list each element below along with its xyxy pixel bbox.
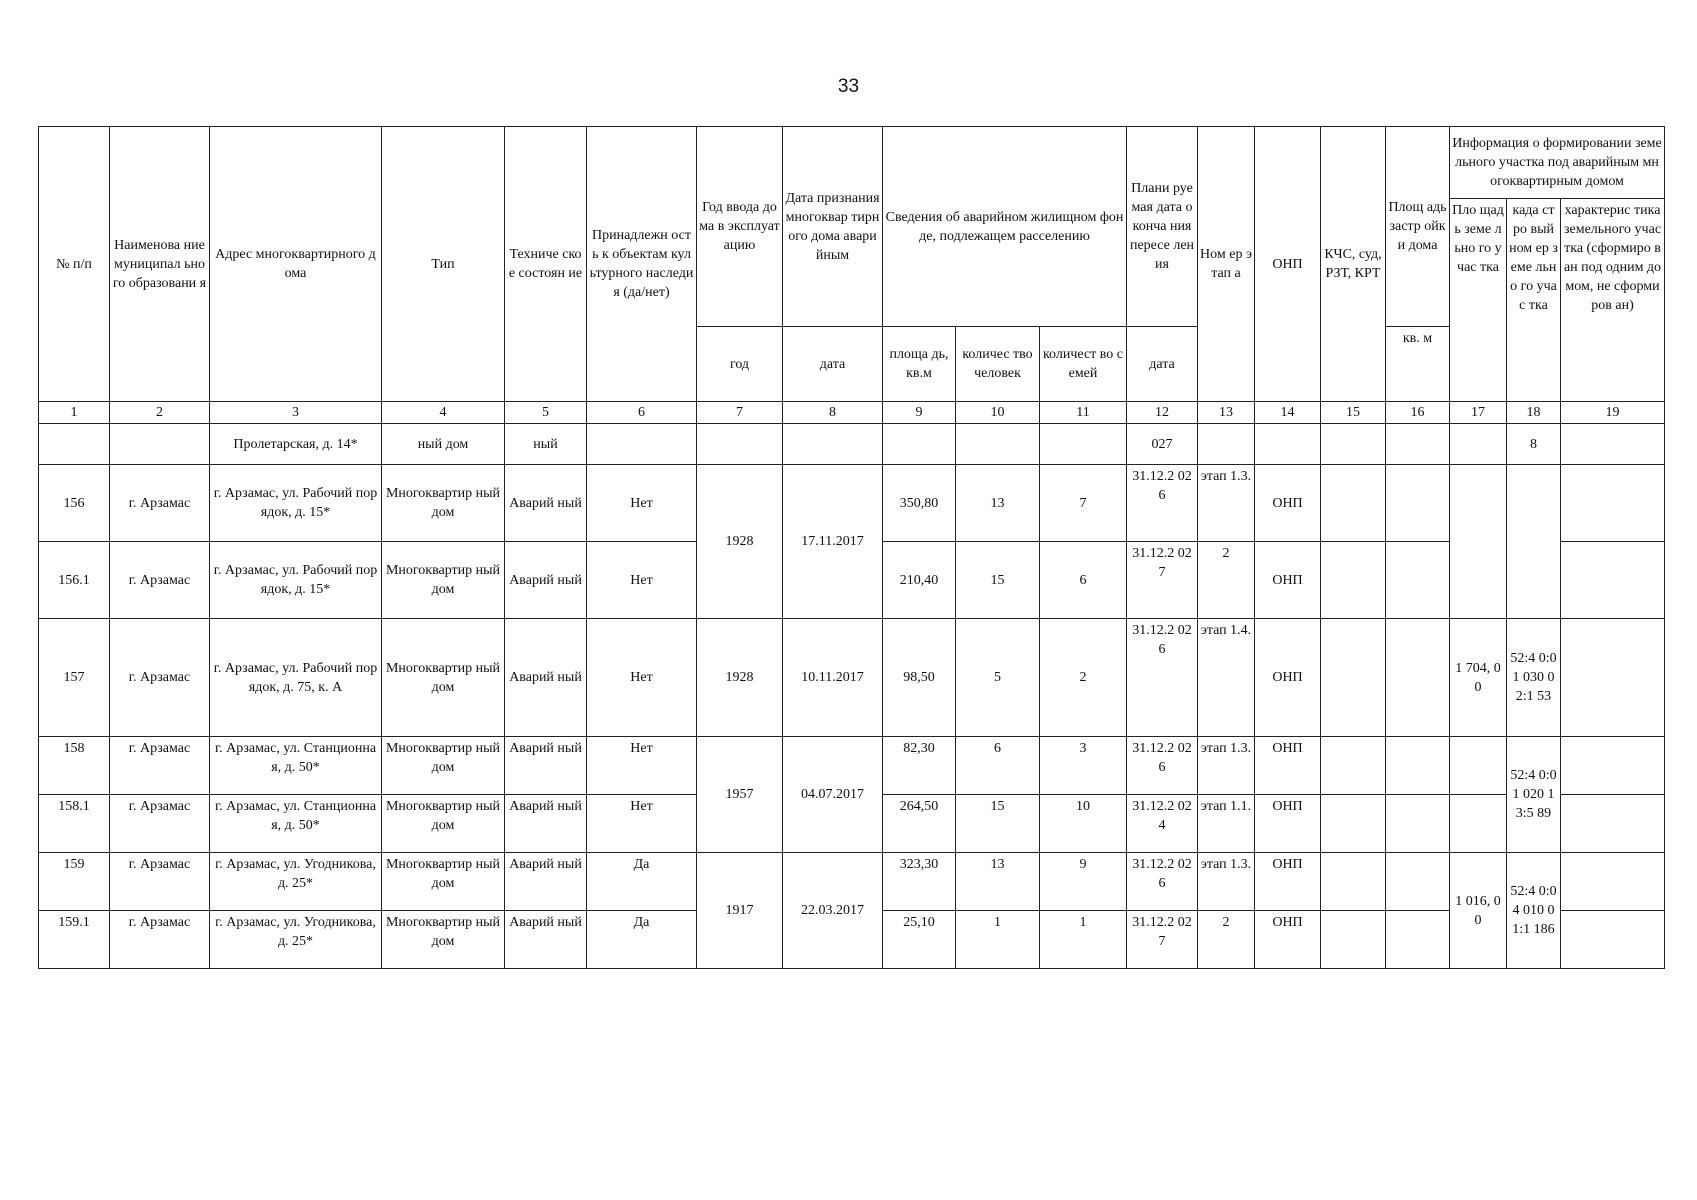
header-municipality: Наименова ние муниципал ьного образовани я — [110, 127, 210, 402]
cell-address: г. Арзамас, ул. Рабочий порядок, д. 15* — [210, 465, 382, 542]
header-onp: ОНП — [1255, 127, 1321, 402]
subheader-planned-date: дата — [1127, 327, 1198, 402]
cell-address: Пролетарская, д. 14* — [210, 424, 382, 465]
cell-area: 82,30 — [883, 737, 956, 795]
cell-cadastral: 52:4 0:04 010 01:1 186 — [1507, 853, 1561, 969]
header-building-area: Площ адь застр ойки дома — [1386, 127, 1450, 327]
cell-num: 156 — [39, 465, 110, 542]
cell-planned-date: 31.12.2 027 — [1127, 542, 1198, 619]
cell-num — [39, 424, 110, 465]
col-number: 4 — [382, 402, 505, 424]
header-cadastral-number: када стро вый ном ер земе льно го учас тка — [1507, 199, 1561, 402]
cell-address: г. Арзамас, ул. Станционная, д. 50* — [210, 737, 382, 795]
cell-kchs — [1321, 542, 1386, 619]
cell-type: Многоквартир ный дом — [382, 737, 505, 795]
cell-building-area — [1386, 465, 1450, 542]
cell-characteristics — [1561, 542, 1665, 619]
cell-onp — [1255, 424, 1321, 465]
col-number: 5 — [505, 402, 587, 424]
cell-people: 13 — [956, 465, 1040, 542]
header-num: № п/п — [39, 127, 110, 402]
header-address: Адрес многоквартирного дома — [210, 127, 382, 402]
cell-type: ный дом — [382, 424, 505, 465]
cell-year: 1928 — [697, 619, 783, 737]
header-kchs: КЧС, суд, РЗТ, КРТ — [1321, 127, 1386, 402]
cell-families: 3 — [1040, 737, 1127, 795]
cell-planned-date: 31.12.2 027 — [1127, 911, 1198, 969]
cell-area: 25,10 — [883, 911, 956, 969]
cell-families — [1040, 424, 1127, 465]
cell-building-area — [1386, 619, 1450, 737]
cell-stage — [1198, 424, 1255, 465]
cell-num: 158.1 — [39, 795, 110, 853]
cell-cadastral: 52:4 0:01 020 13:5 89 — [1507, 737, 1561, 853]
cell-state: Аварий ный — [505, 853, 587, 911]
cell-building-area — [1386, 795, 1450, 853]
cell-families: 2 — [1040, 619, 1127, 737]
cell-onp: ОНП — [1255, 911, 1321, 969]
cell-families: 1 — [1040, 911, 1127, 969]
cell-municipality: г. Арзамас — [110, 465, 210, 542]
header-type: Тип — [382, 127, 505, 402]
cell-year: 1928 — [697, 465, 783, 619]
cell-families: 10 — [1040, 795, 1127, 853]
col-number: 7 — [697, 402, 783, 424]
cell-culture: Нет — [587, 465, 697, 542]
cell-onp: ОНП — [1255, 737, 1321, 795]
cell-area: 98,50 — [883, 619, 956, 737]
page-number: 33 — [837, 76, 860, 97]
cell-municipality: г. Арзамас — [110, 737, 210, 795]
header-year-commissioned: Год ввода дома в эксплуат ацию — [697, 127, 783, 327]
col-number: 12 — [1127, 402, 1198, 424]
cell-area: 323,30 — [883, 853, 956, 911]
cell-area — [883, 424, 956, 465]
cell-stage: этап 1.4. — [1198, 619, 1255, 737]
col-number: 2 — [110, 402, 210, 424]
header-stage: Ном ер этап а — [1198, 127, 1255, 402]
cell-onp: ОНП — [1255, 619, 1321, 737]
cell-year — [697, 424, 783, 465]
cell-stage: 2 — [1198, 542, 1255, 619]
cell-kchs — [1321, 795, 1386, 853]
cell-year: 1917 — [697, 853, 783, 969]
cell-recognition-date: 10.11.2017 — [783, 619, 883, 737]
header-land-plot-info: Информация о формировании земельного участка под аварийным многоквартирным домом — [1450, 127, 1665, 199]
header-recognition-date: Дата признания многоквар тирного дома аварийным — [783, 127, 883, 327]
cell-state: Аварий ный — [505, 795, 587, 853]
cell-people: 15 — [956, 795, 1040, 853]
col-number: 8 — [783, 402, 883, 424]
cell-culture: Да — [587, 911, 697, 969]
cell-onp: ОНП — [1255, 542, 1321, 619]
cell-municipality: г. Арзамас — [110, 619, 210, 737]
cell-address: г. Арзамас, ул. Угодникова, д. 25* — [210, 853, 382, 911]
cell-building-area — [1386, 737, 1450, 795]
header-emergency-fund: Сведения об аварийном жилищном фонде, подлежащем расселению — [883, 127, 1127, 327]
cell-onp: ОНП — [1255, 853, 1321, 911]
cell-culture — [587, 424, 697, 465]
cell-plot-area — [1450, 737, 1507, 795]
cell-state: ный — [505, 424, 587, 465]
col-number: 9 — [883, 402, 956, 424]
cell-cadastral: 8 — [1507, 424, 1561, 465]
cell-state: Аварий ный — [505, 619, 587, 737]
cell-num: 159.1 — [39, 911, 110, 969]
cell-onp: ОНП — [1255, 465, 1321, 542]
cell-people — [956, 424, 1040, 465]
cell-building-area — [1386, 911, 1450, 969]
cell-plot-area — [1450, 795, 1507, 853]
cell-kchs — [1321, 737, 1386, 795]
cell-recognition-date — [783, 424, 883, 465]
cell-state: Аварий ный — [505, 911, 587, 969]
header-plot-characteristics: характерис тика земельного участка (сформиро ван под одним домом, не сформиров ан) — [1561, 199, 1665, 402]
cell-stage: 2 — [1198, 911, 1255, 969]
cell-culture: Нет — [587, 795, 697, 853]
cell-people: 1 — [956, 911, 1040, 969]
cell-families: 6 — [1040, 542, 1127, 619]
cell-plot-area: 1 704, 00 — [1450, 619, 1507, 737]
cell-characteristics — [1561, 795, 1665, 853]
col-number: 1 — [39, 402, 110, 424]
cell-plot-area — [1450, 465, 1507, 619]
cell-state: Аварий ный — [505, 465, 587, 542]
cell-cadastral: 52:4 0:01 030 02:1 53 — [1507, 619, 1561, 737]
col-number: 19 — [1561, 402, 1665, 424]
cell-building-area — [1386, 542, 1450, 619]
cell-kchs — [1321, 424, 1386, 465]
cell-planned-date: 31.12.2 026 — [1127, 853, 1198, 911]
cell-building-area — [1386, 424, 1450, 465]
cell-stage: этап 1.1. — [1198, 795, 1255, 853]
cell-area: 350,80 — [883, 465, 956, 542]
cell-characteristics — [1561, 853, 1665, 911]
cell-municipality: г. Арзамас — [110, 911, 210, 969]
table-row — [39, 619, 1665, 737]
cell-cadastral — [1507, 465, 1561, 619]
cell-kchs — [1321, 853, 1386, 911]
cell-characteristics — [1561, 465, 1665, 542]
cell-culture: Нет — [587, 737, 697, 795]
subheader-year: год — [697, 327, 783, 402]
table-row — [39, 465, 1665, 542]
subheader-people: количес тво человек — [956, 327, 1040, 402]
cell-onp: ОНП — [1255, 795, 1321, 853]
cell-culture: Да — [587, 853, 697, 911]
cell-area: 264,50 — [883, 795, 956, 853]
emergency-housing-table — [38, 126, 1665, 969]
cell-stage: этап 1.3. — [1198, 465, 1255, 542]
col-number: 15 — [1321, 402, 1386, 424]
col-number: 13 — [1198, 402, 1255, 424]
col-number: 11 — [1040, 402, 1127, 424]
cell-culture: Нет — [587, 619, 697, 737]
subheader-area: площа дь, кв.м — [883, 327, 956, 402]
cell-planned-date: 31.12.2 024 — [1127, 795, 1198, 853]
cell-address: г. Арзамас, ул. Рабочий порядок, д. 15* — [210, 542, 382, 619]
col-number: 14 — [1255, 402, 1321, 424]
header-planned-date: Плани руемая дата оконча ния пересе ления — [1127, 127, 1198, 327]
cell-recognition-date: 17.11.2017 — [783, 465, 883, 619]
subheader-building-unit: кв. м — [1386, 327, 1450, 402]
col-number: 18 — [1507, 402, 1561, 424]
cell-municipality — [110, 424, 210, 465]
cell-planned-date: 31.12.2 026 — [1127, 465, 1198, 542]
cell-state: Аварий ный — [505, 542, 587, 619]
cell-planned-date: 31.12.2 026 — [1127, 619, 1198, 737]
cell-type: Многоквартир ный дом — [382, 465, 505, 542]
cell-recognition-date: 04.07.2017 — [783, 737, 883, 853]
cell-num: 159 — [39, 853, 110, 911]
subheader-date: дата — [783, 327, 883, 402]
cell-municipality: г. Арзамас — [110, 795, 210, 853]
cell-culture: Нет — [587, 542, 697, 619]
cell-type: Многоквартир ный дом — [382, 795, 505, 853]
header-tech-state: Техниче ское состоян ие — [505, 127, 587, 402]
subheader-families: количест во семей — [1040, 327, 1127, 402]
cell-characteristics — [1561, 911, 1665, 969]
cell-type: Многоквартир ный дом — [382, 853, 505, 911]
col-number: 17 — [1450, 402, 1507, 424]
col-number: 6 — [587, 402, 697, 424]
cell-people: 6 — [956, 737, 1040, 795]
cell-stage: этап 1.3. — [1198, 737, 1255, 795]
cell-year: 1957 — [697, 737, 783, 853]
cell-characteristics — [1561, 737, 1665, 795]
cell-recognition-date: 22.03.2017 — [783, 853, 883, 969]
cell-building-area — [1386, 853, 1450, 911]
cell-stage: этап 1.3. — [1198, 853, 1255, 911]
cell-kchs — [1321, 911, 1386, 969]
cell-kchs — [1321, 465, 1386, 542]
cell-area: 210,40 — [883, 542, 956, 619]
cell-people: 13 — [956, 853, 1040, 911]
table-row — [39, 737, 1665, 795]
cell-plot-area — [1450, 424, 1507, 465]
cell-state: Аварий ный — [505, 737, 587, 795]
header-cultural-heritage: Принадлежн ость к объектам культурного наследия (да/нет) — [587, 127, 697, 402]
table-row — [39, 853, 1665, 911]
cell-address: г. Арзамас, ул. Рабочий порядок, д. 75, к. А — [210, 619, 382, 737]
cell-type: Многоквартир ный дом — [382, 542, 505, 619]
header-plot-area: Пло щадь земе льно го учас тка — [1450, 199, 1507, 402]
cell-num: 157 — [39, 619, 110, 737]
cell-plot-area: 1 016, 00 — [1450, 853, 1507, 969]
col-number: 10 — [956, 402, 1040, 424]
cell-type: Многоквартир ный дом — [382, 619, 505, 737]
cell-num: 156.1 — [39, 542, 110, 619]
cell-municipality: г. Арзамас — [110, 542, 210, 619]
cell-kchs — [1321, 619, 1386, 737]
cell-characteristics — [1561, 619, 1665, 737]
cell-planned-date: 31.12.2 026 — [1127, 737, 1198, 795]
cell-families: 9 — [1040, 853, 1127, 911]
cell-people: 15 — [956, 542, 1040, 619]
cell-address: г. Арзамас, ул. Станционная, д. 50* — [210, 795, 382, 853]
col-number: 16 — [1386, 402, 1450, 424]
cell-municipality: г. Арзамас — [110, 853, 210, 911]
cell-planned-date: 027 — [1127, 424, 1198, 465]
cell-characteristics — [1561, 424, 1665, 465]
cell-num: 158 — [39, 737, 110, 795]
col-number: 3 — [210, 402, 382, 424]
cell-type: Многоквартир ный дом — [382, 911, 505, 969]
cell-address: г. Арзамас, ул. Угодникова, д. 25* — [210, 911, 382, 969]
cell-families: 7 — [1040, 465, 1127, 542]
cell-people: 5 — [956, 619, 1040, 737]
